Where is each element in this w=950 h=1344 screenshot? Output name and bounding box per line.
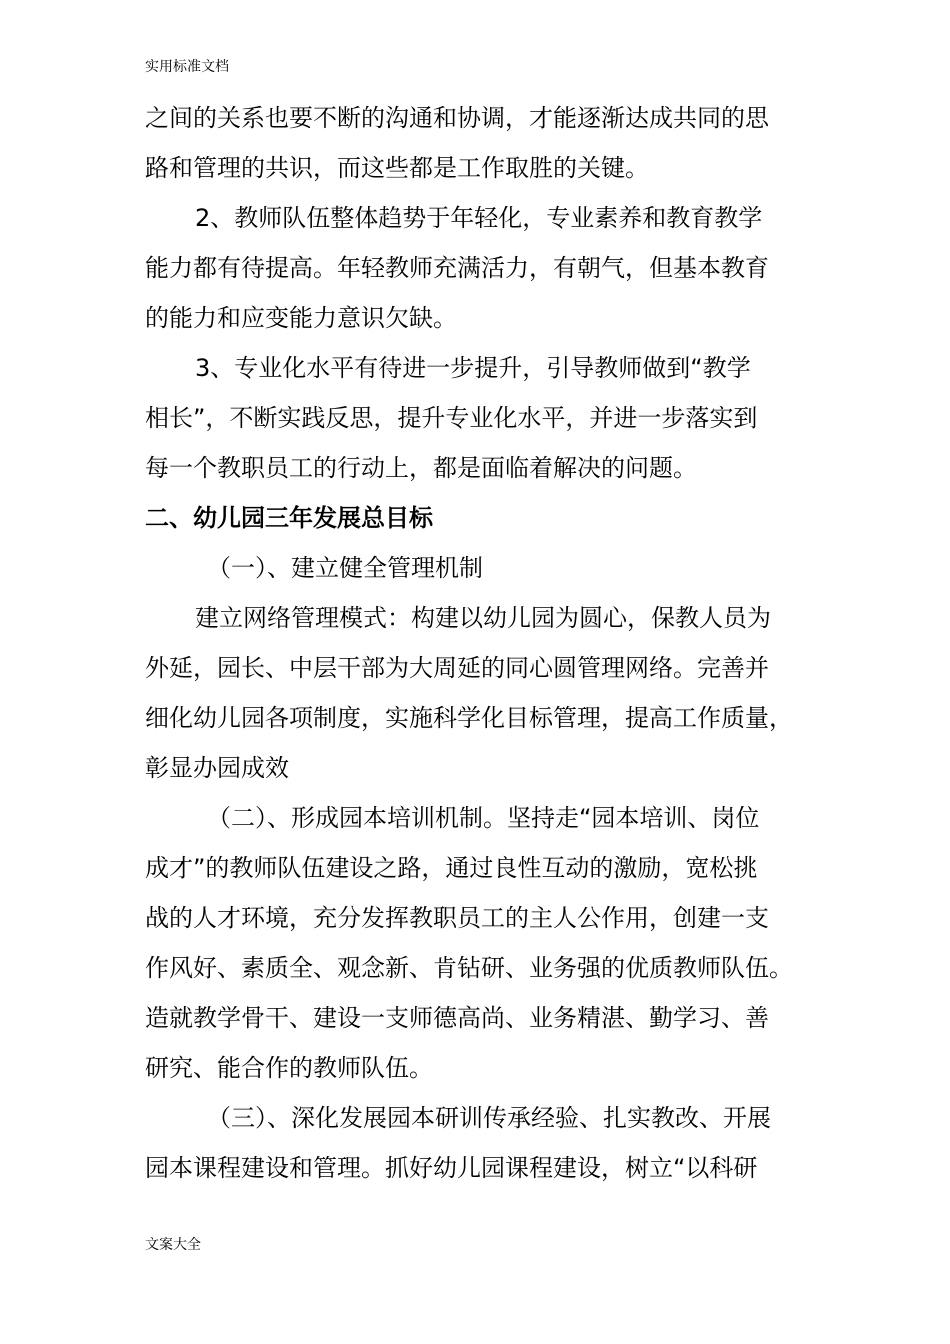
body-line: 成才”的教师队伍建设之路，通过良性互动的激励，宽松挑: [145, 854, 758, 882]
body-line: 2、教师队伍整体趋势于年轻化，专业素养和教育教学: [195, 204, 763, 232]
body-line: 路和管理的共识，而这些都是工作取胜的关键。: [145, 154, 649, 182]
body-line: 战的人才环境，充分发挥教职员工的主人公作用，创建一支: [145, 904, 769, 932]
body-line: 造就教学骨干、建设一支师德高尚、业务精湛、勤学习、善: [145, 1004, 769, 1032]
body-line: 之间的关系也要不断的沟通和协调，才能逐渐达成共同的思: [145, 104, 769, 132]
body-line: 园本课程建设和管理。抓好幼儿园课程建设，树立“以科研: [145, 1154, 758, 1182]
body-line: （二）、形成园本培训机制。坚持走“园本培训、岗位: [207, 804, 760, 832]
body-line: 彰显办园成效: [145, 754, 289, 782]
body-line: 建立网络管理模式：构建以幼儿园为圆心，保教人员为: [195, 604, 771, 632]
body-line: （三）、深化发展园本研训传承经验、扎实教改、开展: [207, 1104, 771, 1132]
section-heading: 二、幼儿园三年发展总目标: [145, 504, 433, 532]
body-line: 研究、能合作的教师队伍。: [145, 1054, 433, 1082]
body-line: 的能力和应变能力意识欠缺。: [145, 304, 457, 332]
body-line: 外延，园长、中层干部为大周延的同心圆管理网络。完善并: [145, 654, 769, 682]
body-line: 细化幼儿园各项制度，实施科学化目标管理，提高工作质量，: [145, 704, 793, 732]
body-line: 相长”，不断实践反思，提升专业化水平，并进一步落实到: [145, 404, 758, 432]
page-header: 实用标准文档: [145, 59, 229, 75]
body-line: 能力都有待提高。年轻教师充满活力，有朝气，但基本教育: [145, 254, 769, 282]
body-line: 作风好、素质全、观念新、肯钻研、业务强的优质教师队伍。: [145, 954, 793, 982]
subsection-heading: （一）、建立健全管理机制: [207, 554, 483, 582]
body-line: 3、专业化水平有待进一步提升，引导教师做到“教学: [195, 354, 751, 382]
body-line: 每一个教职员工的行动上，都是面临着解决的问题。: [145, 454, 697, 482]
page-footer: 文案大全: [145, 1237, 201, 1253]
